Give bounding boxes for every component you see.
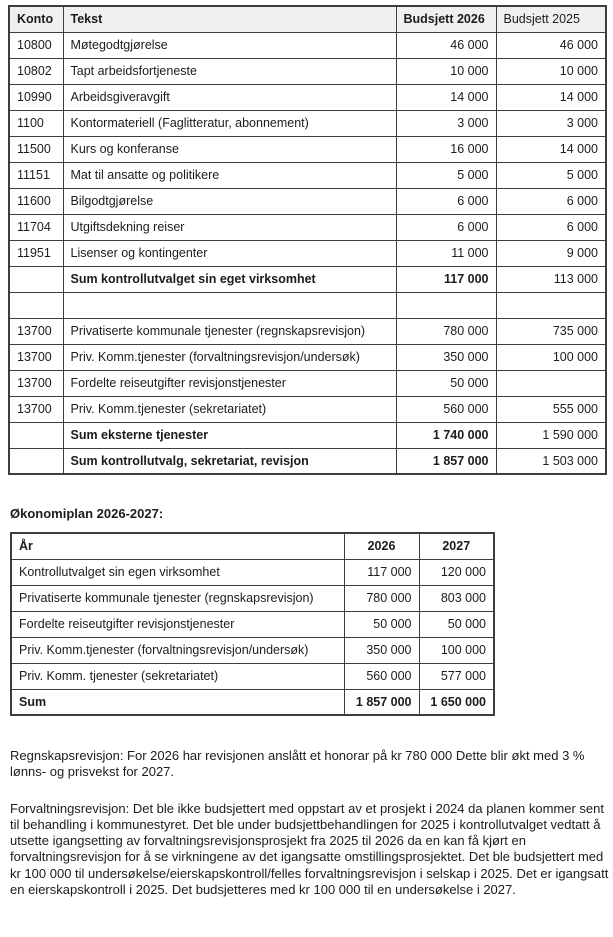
cell-budsjett-2025: 5 000	[496, 162, 606, 188]
cell-budsjett-2026	[396, 292, 496, 318]
sum-row	[11, 689, 494, 715]
table-row	[9, 344, 606, 370]
cell-konto: 11600	[9, 188, 63, 214]
table-row	[11, 585, 494, 611]
paragraph-forvaltningsrevisjon: Forvaltningsrevisjon: Det ble ikke budsjettert med oppstart av et prosjekt i 2024 da planen kommer sent til behandling i kommunestyret. Det ble under budsjettbehandlingen for 2025 i kontrollutvalget vedtatt å utsette igangsetting av forvaltningsrevisjonsprosjekt fra 2025 til 2026 da en kan få kjørt en forvaltningsrevisjon for å se virkningene av det igangsatte omstillingsprosjektet. Det ble budsjettert med kr 100 000 til undersøkelse/eierskapskontroll/felles forvaltningsrevisjon i selskap i 2025. Det er igangsatt en eierskapskontroll i 2025. Det budsjetteres med kr 100 000 til en undersøkelse i 2027.	[10, 800, 609, 898]
cell-2027: 803 000	[419, 585, 494, 611]
table-row	[9, 370, 606, 396]
cell-tekst: Mat til ansatte og politikere	[63, 162, 396, 188]
cell-budsjett-2026: 3 000	[396, 110, 496, 136]
cell-tekst: Bilgodtgjørelse	[63, 188, 396, 214]
cell-budsjett-2026: 6 000	[396, 188, 496, 214]
cell-budsjett-2025: 735 000	[496, 318, 606, 344]
cell-konto	[9, 448, 63, 474]
cell-2026: 350 000	[344, 637, 419, 663]
spacer-row	[9, 292, 606, 318]
cell-tekst: Lisenser og kontingenter	[63, 240, 396, 266]
cell-konto: 1100	[9, 110, 63, 136]
cell-budsjett-2026: 1 857 000	[396, 448, 496, 474]
cell-budsjett-2025	[496, 292, 606, 318]
cell-konto: 13700	[9, 370, 63, 396]
cell-konto: 11951	[9, 240, 63, 266]
cell-budsjett-2026: 1 740 000	[396, 422, 496, 448]
cell-budsjett-2025: 113 000	[496, 266, 606, 292]
header-konto: Konto	[9, 6, 63, 32]
table-row	[11, 559, 494, 585]
cell-2026: 780 000	[344, 585, 419, 611]
cell-konto: 13700	[9, 318, 63, 344]
header-budsjett-2025: Budsjett 2025	[496, 6, 606, 32]
cell-konto: 10802	[9, 58, 63, 84]
cell-budsjett-2025: 9 000	[496, 240, 606, 266]
cell-tekst: Sum kontrollutvalg, sekretariat, revisjon	[63, 448, 396, 474]
header-2027: 2027	[419, 533, 494, 559]
cell-budsjett-2025: 6 000	[496, 214, 606, 240]
cell-tekst: Sum kontrollutvalget sin eget virksomhet	[63, 266, 396, 292]
cell-budsjett-2025: 1 503 000	[496, 448, 606, 474]
table-row	[9, 136, 606, 162]
okonomiplan-table	[10, 532, 495, 716]
cell-tekst: Arbeidsgiveravgift	[63, 84, 396, 110]
table-row	[9, 32, 606, 58]
cell-budsjett-2025: 14 000	[496, 84, 606, 110]
cell-konto: 11500	[9, 136, 63, 162]
header-tekst: Tekst	[63, 6, 396, 32]
table-row	[11, 611, 494, 637]
okonomiplan-heading: Økonomiplan 2026-2027:	[10, 506, 164, 521]
cell-ar-tekst: Priv. Komm.tjenester (forvaltningsrevisjon/undersøk)	[11, 637, 344, 663]
table-row	[9, 318, 606, 344]
sum-row	[9, 448, 606, 474]
cell-tekst: Kurs og konferanse	[63, 136, 396, 162]
cell-konto: 10990	[9, 84, 63, 110]
cell-2026: 1 857 000	[344, 689, 419, 715]
cell-konto: 11704	[9, 214, 63, 240]
cell-tekst: Utgiftsdekning reiser	[63, 214, 396, 240]
cell-budsjett-2026: 16 000	[396, 136, 496, 162]
cell-tekst: Priv. Komm.tjenester (forvaltningsrevisjon/undersøk)	[63, 344, 396, 370]
header-budsjett-2026: Budsjett 2026	[396, 6, 496, 32]
cell-2027: 120 000	[419, 559, 494, 585]
table-row	[9, 162, 606, 188]
cell-tekst: Priv. Komm.tjenester (sekretariatet)	[63, 396, 396, 422]
cell-budsjett-2026: 5 000	[396, 162, 496, 188]
sum-row	[9, 266, 606, 292]
cell-2026: 117 000	[344, 559, 419, 585]
cell-konto: 10800	[9, 32, 63, 58]
sum-row	[9, 422, 606, 448]
table-row	[9, 240, 606, 266]
cell-2027: 50 000	[419, 611, 494, 637]
cell-2027: 577 000	[419, 663, 494, 689]
cell-tekst: Tapt arbeidsfortjeneste	[63, 58, 396, 84]
cell-budsjett-2026: 350 000	[396, 344, 496, 370]
table-row	[11, 663, 494, 689]
cell-konto: 13700	[9, 396, 63, 422]
table-row	[9, 58, 606, 84]
table-row	[9, 396, 606, 422]
cell-budsjett-2026: 10 000	[396, 58, 496, 84]
cell-budsjett-2025: 3 000	[496, 110, 606, 136]
cell-ar-tekst: Priv. Komm. tjenester (sekretariatet)	[11, 663, 344, 689]
budget-table	[8, 5, 607, 475]
cell-ar-tekst: Privatiserte kommunale tjenester (regnskapsrevisjon)	[11, 585, 344, 611]
cell-tekst: Privatiserte kommunale tjenester (regnskapsrevisjon)	[63, 318, 396, 344]
table-row	[9, 110, 606, 136]
cell-ar-tekst: Fordelte reiseutgifter revisjonstjenester	[11, 611, 344, 637]
cell-budsjett-2026: 6 000	[396, 214, 496, 240]
paragraph-regnskapsrevisjon: Regnskapsrevisjon: For 2026 har revisjonen anslått et honorar på kr 780 000 Dette blir økt med 3 % lønns- og prisvekst for 2027.	[10, 748, 585, 780]
header-2026: 2026	[344, 533, 419, 559]
cell-konto	[9, 422, 63, 448]
cell-tekst: Kontormateriell (Faglitteratur, abonnement)	[63, 110, 396, 136]
header-ar: År	[11, 533, 344, 559]
cell-tekst: Fordelte reiseutgifter revisjonstjenester	[63, 370, 396, 396]
cell-konto: 13700	[9, 344, 63, 370]
cell-budsjett-2025: 1 590 000	[496, 422, 606, 448]
cell-budsjett-2026: 560 000	[396, 396, 496, 422]
cell-konto: 11151	[9, 162, 63, 188]
cell-budsjett-2026: 780 000	[396, 318, 496, 344]
cell-budsjett-2026: 50 000	[396, 370, 496, 396]
cell-budsjett-2025	[496, 370, 606, 396]
cell-budsjett-2025: 100 000	[496, 344, 606, 370]
cell-budsjett-2026: 46 000	[396, 32, 496, 58]
cell-budsjett-2026: 14 000	[396, 84, 496, 110]
cell-budsjett-2026: 11 000	[396, 240, 496, 266]
cell-2026: 50 000	[344, 611, 419, 637]
budget-table-header-row	[9, 6, 606, 32]
cell-konto	[9, 266, 63, 292]
cell-budsjett-2025: 6 000	[496, 188, 606, 214]
cell-2027: 1 650 000	[419, 689, 494, 715]
cell-budsjett-2025: 46 000	[496, 32, 606, 58]
cell-2026: 560 000	[344, 663, 419, 689]
cell-budsjett-2025: 10 000	[496, 58, 606, 84]
cell-tekst: Møtegodtgjørelse	[63, 32, 396, 58]
cell-konto	[9, 292, 63, 318]
cell-budsjett-2025: 14 000	[496, 136, 606, 162]
table-row	[9, 188, 606, 214]
table-row	[9, 214, 606, 240]
cell-budsjett-2026: 117 000	[396, 266, 496, 292]
cell-ar-tekst: Kontrollutvalget sin egen virksomhet	[11, 559, 344, 585]
cell-tekst	[63, 292, 396, 318]
cell-budsjett-2025: 555 000	[496, 396, 606, 422]
cell-tekst: Sum eksterne tjenester	[63, 422, 396, 448]
cell-2027: 100 000	[419, 637, 494, 663]
table-row	[9, 84, 606, 110]
okonomiplan-header-row	[11, 533, 494, 559]
cell-ar-tekst: Sum	[11, 689, 344, 715]
table-row	[11, 637, 494, 663]
